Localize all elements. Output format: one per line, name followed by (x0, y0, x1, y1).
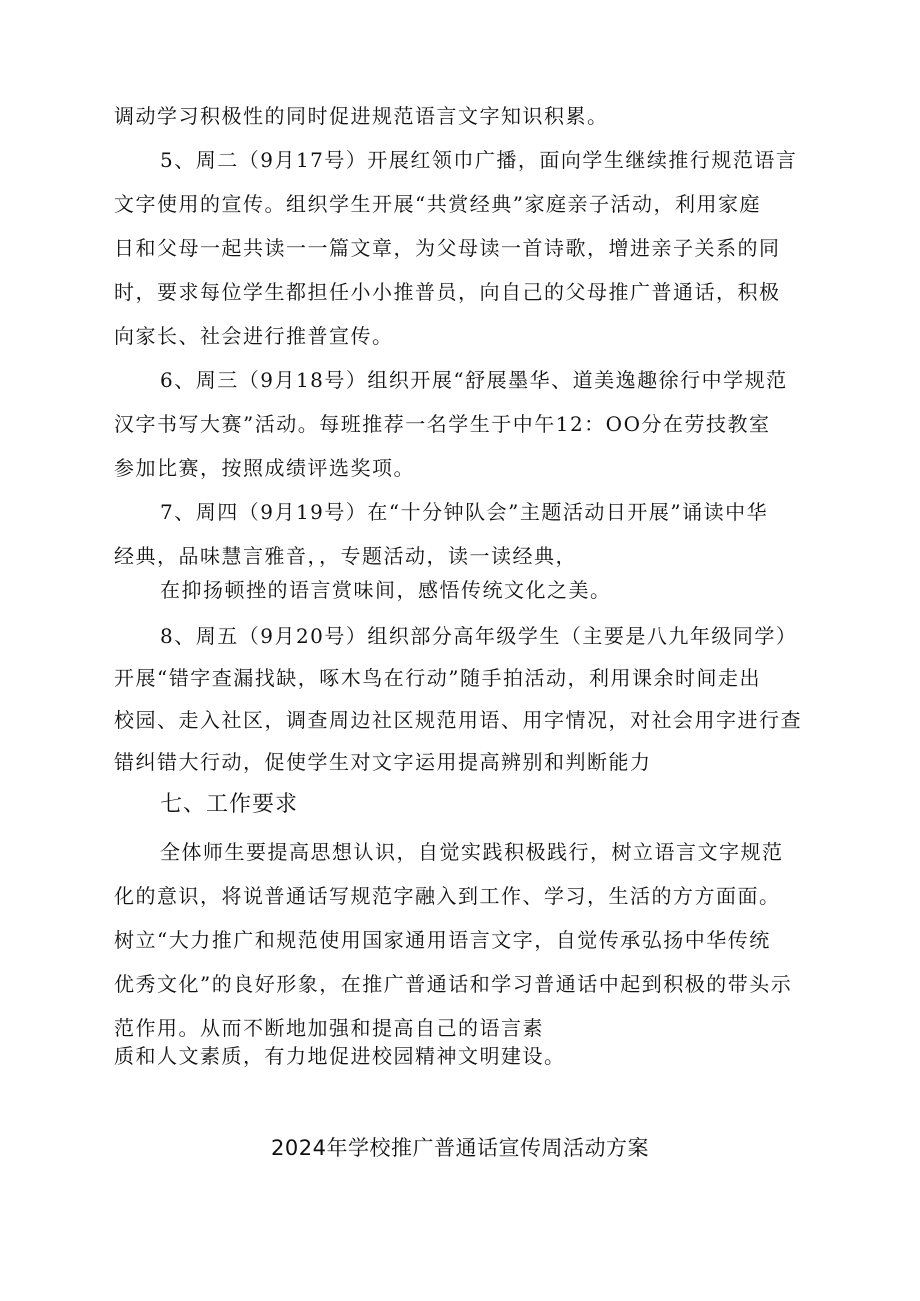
paragraph-line: 树立“大力推广和规范使用国家通用语言文字，自觉传承弘扬中华传统 (114, 928, 771, 952)
paragraph-line: 向家长、社会进行推普宣传。 (114, 324, 394, 348)
paragraph-line: 调动学习积极性的同时促进规范语言文字知识积累。 (114, 104, 609, 128)
document-title: 2024年学校推广普通话宣传周活动方案 (271, 1136, 649, 1160)
paragraph-line: 时，要求每位学生都担任小小推普员，向自己的父母推广普通话，积极 (114, 280, 781, 304)
paragraph-line: 开展“错字查漏找缺，啄木鸟在行动”随手拍活动，利用课余时间走出 (114, 666, 761, 690)
paragraph-line: 范作用。从而不断地加强和提高自己的语言素 (114, 1016, 544, 1040)
paragraph-line: 质和人文素质，有力地促进校园精神文明建设。 (114, 1044, 566, 1068)
paragraph-line: 校园、走入社区，调查周边社区规范用语、用字情况，对社会用字进行查 (114, 708, 802, 732)
paragraph-line: 全体师生要提高思想认识，自觉实践积极践行，树立语言文字规范 (160, 840, 784, 864)
paragraph-line: 5、周二（9月17号）开展红领巾广播，面向学生继续推行规范语言 (160, 148, 798, 172)
paragraph-line: 在抑扬顿挫的语言赏味间，感悟传统文化之美。 (160, 578, 612, 602)
paragraph-line: 错纠错大行动，促使学生对文字运用提高辨别和判断能力 (114, 750, 652, 774)
paragraph-line: 7、周四（9月19号）在“十分钟队会”主题活动日开展”诵读中华 (160, 500, 769, 524)
paragraph-line: 日和父母一起共读一一篇文章，为父母读一首诗歌，增进亲子关系的同 (114, 236, 781, 260)
paragraph-line: 文字使用的宣传。组织学生开展“共赏经典”家庭亲子活动，利用家庭 (114, 192, 761, 216)
paragraph-line: 优秀文化”的良好形象，在推广普通话和学习普通话中起到积极的带头示 (114, 972, 793, 996)
paragraph-line: 参加比赛，按照成绩评选奖项。 (114, 456, 415, 480)
paragraph-line: 经典，品味慧言雅音，，专题活动，读一读经典， (114, 544, 577, 568)
paragraph-line: 化的意识，将说普通话写规范字融入到工作、学习，生活的方方面面。 (114, 884, 781, 908)
paragraph-line: 6、周三（9月18号）组织开展“舒展墨华、道美逸趣徐行中学规范 (160, 368, 788, 392)
paragraph-line: 8、周五（9月20号）组织部分高年级学生（主要是八九年级同学） (160, 624, 798, 648)
section-heading: 七、工作要求 (160, 792, 299, 817)
paragraph-line: 汉字书写大赛”活动。每班推荐一名学生于中午12：OO分在劳技教室 (114, 412, 771, 436)
